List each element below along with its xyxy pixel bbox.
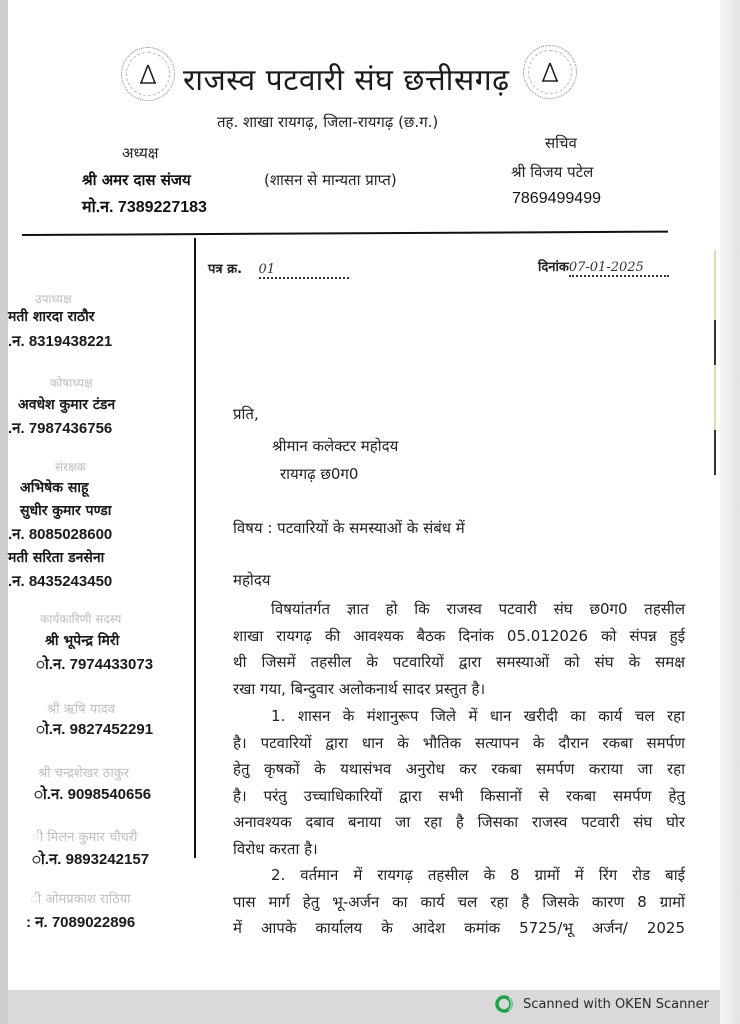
reference-value: 01: [258, 262, 276, 277]
recipient-location: रायगढ़ छ0ग0: [280, 465, 359, 483]
sidebar-entry: सुधीर कुमार पण्डा: [20, 503, 112, 519]
oken-scanner-logo-icon: [495, 994, 515, 1014]
branch-address: तह. शाखा रायगढ़, जिला-रायगढ़ (छ.ग.): [217, 113, 439, 131]
scan-left-margin: [0, 0, 8, 1024]
sidebar-entry: अभिषेक साहू: [20, 480, 89, 496]
sidebar-entry-phone: : न. 7089022896: [26, 914, 136, 931]
reference-number: [208, 259, 349, 279]
scanner-watermark: [495, 994, 709, 1014]
sidebar-entry: अवधेश कुमार टंडन: [18, 397, 116, 413]
president-name: श्री अमर दास संजय: [82, 171, 191, 189]
intro-paragraph: विषयांतर्गत ज्ञात हो कि राजस्व पटवारी संघ छ0ग0 तहसील शाखा रायगढ़ की आवश्यक बैठक दिनांक 05.012026 को संपन्न हुई थी जिसमें तहसील के पटवारियों द्वारा समस्याओं को संघ के समक्ष रखा गया, बिन्दुवार अलोकनार्थ सादर प्रस्तुत है।: [233, 600, 685, 698]
secretary-name: श्री विजय पटेल: [511, 163, 594, 181]
compass-emblem-icon: [523, 45, 577, 99]
sidebar-role-patron: संरक्षक: [55, 460, 86, 474]
sidebar-entry-faded: ी ओमप्रकाश राठिया: [30, 892, 131, 907]
sidebar-entry-phone: .न. 8319438221: [8, 333, 113, 350]
sidebar-entry: मती सरिता डनसेना: [8, 550, 105, 566]
sidebar-role-treasurer: कोषाध्यक्ष: [50, 376, 93, 390]
letter-subject: विषय : पटवारियों के समस्याओं के संबंध में: [233, 519, 465, 537]
date-value: 07-01-2025: [568, 260, 644, 275]
paper-crease-shadow: [714, 430, 716, 475]
salutation: महोदय: [233, 571, 271, 589]
sidebar-entry-faded: ी मिलन कुमार चौधरी: [32, 830, 138, 845]
sidebar-entry: श्री भूपेन्द्र मिरी: [45, 633, 120, 649]
president-role: अध्यक्ष: [122, 144, 159, 162]
point-1-paragraph: 1. शासन के मंशानुरूप जिले में धान खरीदी का कार्य चल रहा है। पटवारियों द्वारा धान के भौतिक सत्यापन के दौरान रकबा समर्पण हेतु कृषकों के यथासंभव अनुरोध कर रकबा समर्पण कराया जा रहा है। परंतु उच्चाधिकारियों द्वारा सभी किसानों से रकबा समर्पण हेतु अनावश्यक दबाव बनाया जा रहा है जिसका राजस्व पटवारी संघ घोर विरोध करता है।: [233, 707, 685, 858]
scan-right-margin: [720, 0, 740, 1024]
sidebar-entry-phone: ो.न. 9893242157: [32, 851, 150, 868]
paper-crease-shadow: [714, 320, 716, 365]
compass-emblem-icon: [121, 47, 175, 101]
sidebar-entry-phone: ो.न. 9098540656: [34, 786, 152, 803]
paper-crease: [714, 365, 716, 430]
sidebar-entry: मती शारदा राठौर: [8, 309, 95, 325]
sidebar-role-vice-president: उपाध्यक्ष: [35, 292, 72, 306]
organization-title: राजस्व पटवारी संघ छत्तीसगढ़: [183, 63, 510, 98]
sidebar-entry-phone: .न. 7987436756: [8, 420, 113, 437]
sidebar-entry-phone: ो.न. 9827452291: [36, 721, 154, 738]
recognition-note: (शासन से मान्यता प्राप्त): [264, 171, 397, 189]
sidebar-entry-faded: श्री ऋषि यादव: [47, 702, 115, 717]
sidebar-entry-phone: .न. 8435243450: [8, 573, 113, 590]
sidebar-entry-phone: .न. 8085028600: [8, 526, 113, 543]
sidebar-entry-faded: श्री चन्द्रशेखर ठाकुर: [38, 766, 130, 781]
to-label: प्रति,: [233, 405, 259, 423]
letter-date: [538, 257, 669, 277]
recipient-title: श्रीमान कलेक्टर महोदय: [272, 437, 399, 455]
date-label: दिनांक: [538, 260, 569, 275]
secretary-role: सचिव: [545, 134, 577, 152]
sidebar-role-executive-member: कार्यकारिणी सदस्य: [40, 612, 122, 626]
point-2-paragraph: 2. वर्तमान में रायगढ़ तहसील के 8 ग्रामों में रिंग रोड बाई पास मार्ग हेतु भू-अर्जन का कार्य चल रहा है जिसके कारण 8 ग्रामों में आपके कार्यालय के आदेश कमांक 5725/भू अर्जन/ 2025: [233, 866, 685, 937]
paper-crease: [714, 250, 716, 320]
watermark-text: Scanned with OKEN Scanner: [523, 996, 709, 1012]
reference-label: पत्र क्र.: [208, 262, 243, 277]
president-phone: मो.न. 7389227183: [82, 199, 207, 216]
secretary-phone: 7869499499: [512, 190, 601, 207]
sidebar-entry-phone: ो.न. 7974433073: [36, 656, 154, 673]
